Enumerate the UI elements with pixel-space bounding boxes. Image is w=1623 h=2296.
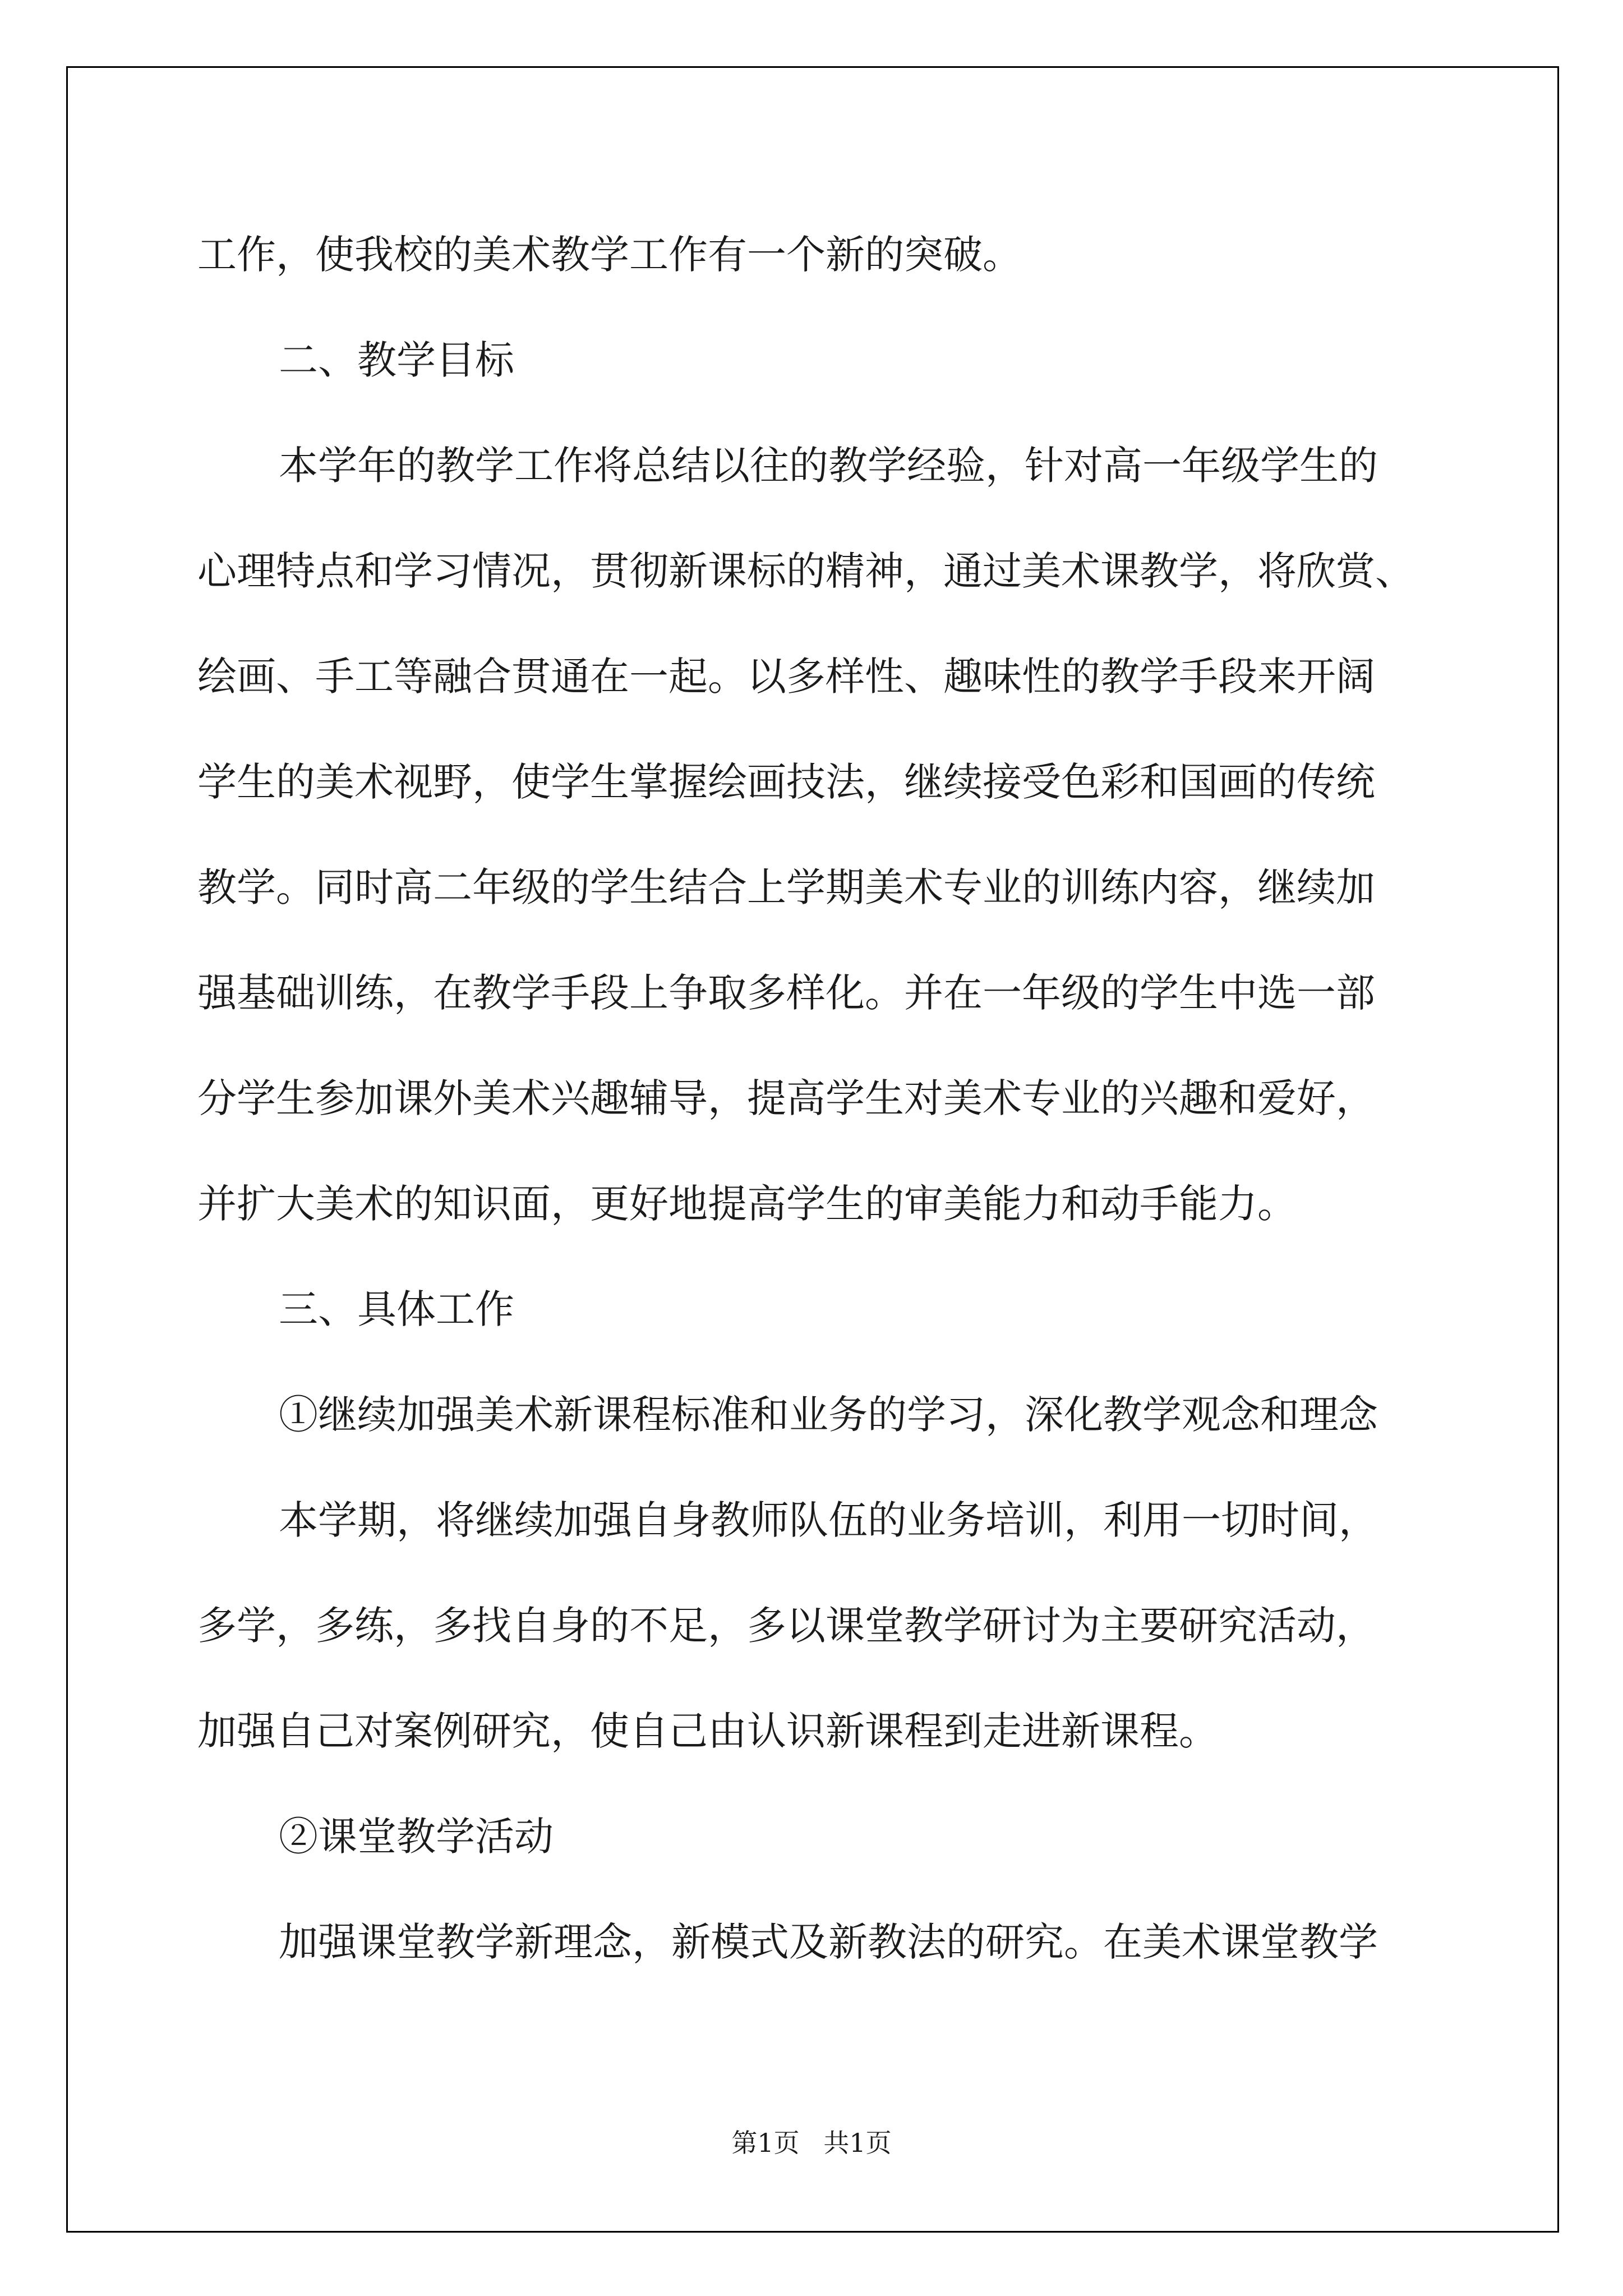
body-line: 学生的美术视野，使学生掌握绘画技法，继续接受色彩和国画的传统 (197, 759, 1375, 805)
page-footer (0, 2126, 1623, 2160)
body-line: 本学年的教学工作将总结以往的教学经验，针对高一年级学生的 (279, 443, 1378, 489)
body-line: 工作，使我校的美术教学工作有一个新的突破。 (197, 232, 1022, 278)
section-heading: 三、具体工作 (279, 1286, 514, 1332)
body-line: 强基础训练，在教学手段上争取多样化。并在一年级的学生中选一部 (197, 970, 1375, 1016)
body-line: 心理特点和学习情况，贯彻新课标的精神，通过美术课教学，将欣赏、 (197, 548, 1414, 594)
subsection-heading: ②课堂教学活动 (279, 1814, 554, 1860)
page-frame (66, 66, 1559, 2233)
body-line: 教学。同时高二年级的学生结合上学期美术专业的训练内容，继续加 (197, 864, 1375, 910)
subsection-heading: ①继续加强美术新课程标准和业务的学习，深化教学观念和理念 (279, 1392, 1378, 1438)
page-number: 第1页 (731, 2128, 800, 2158)
page-total: 共1页 (823, 2128, 892, 2158)
body-line: 分学生参加课外美术兴趣辅导，提高学生对美术专业的兴趣和爱好， (197, 1075, 1375, 1121)
body-line: 并扩大美术的知识面，更好地提高学生的审美能力和动手能力。 (197, 1181, 1297, 1227)
section-heading: 二、教学目标 (279, 337, 514, 383)
body-line: 加强自己对案例研究，使自己由认识新课程到走进新课程。 (197, 1708, 1218, 1754)
body-line: 绘画、手工等融合贯通在一起。以多样性、趣味性的教学手段来开阔 (197, 654, 1375, 700)
body-line: 加强课堂教学新理念，新模式及新教法的研究。在美术课堂教学 (279, 1919, 1378, 1965)
body-line: 本学期，将继续加强自身教师队伍的业务培训，利用一切时间， (279, 1497, 1378, 1543)
body-line: 多学，多练，多找自身的不足，多以课堂教学研讨为主要研究活动， (197, 1603, 1375, 1649)
